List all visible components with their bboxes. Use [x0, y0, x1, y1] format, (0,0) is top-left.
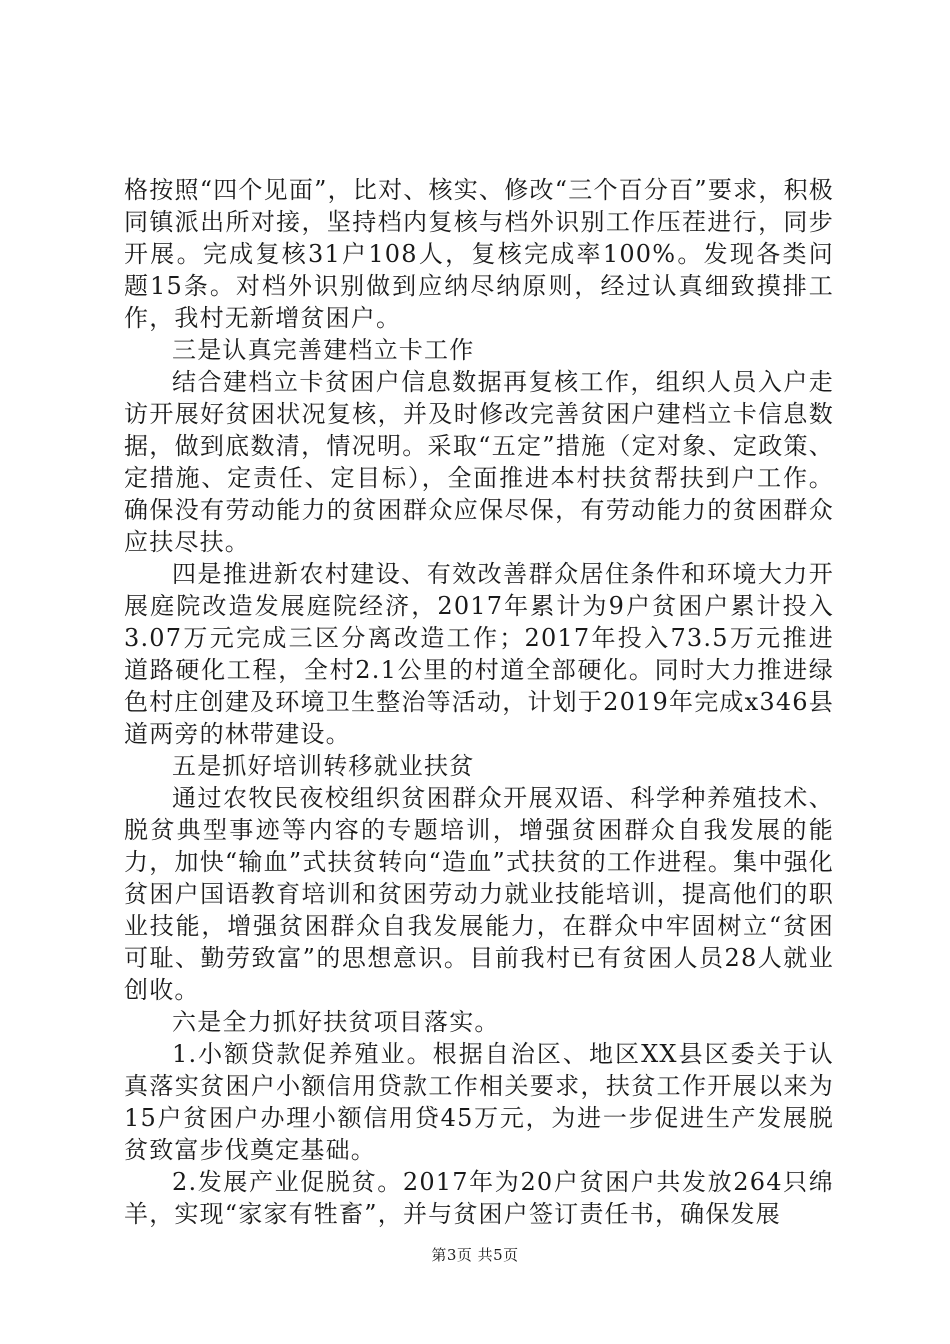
paragraph-archive-card: 结合建档立卡贫困户信息数据再复核工作，组织人员入户走访开展好贫困状况复核，并及时修改完善贫困户建档立卡信息数据，做到底数清，情况明。采取“五定”措施（定对象、定政策、定措施、定责任、定目标），全面推进本村扶贫帮扶到户工作。确保没有劳动能力的贫困群众应保尽保，有劳动能力的贫困群众应扶尽扶。 — [124, 368, 834, 556]
section-heading-5: 五是抓好培训转移就业扶贫 — [172, 752, 475, 780]
document-body — [124, 174, 834, 1230]
paragraph-continuation: 格按照“四个见面”，比对、核实、修改“三个百分百”要求，积极同镇派出所对接，坚持档内复核与档外识别工作压茬进行，同步开展。完成复核31户108人，复核完成率100%。发现各类问题15条。对档外识别做到应纳尽纳原则，经过认真细致摸排工作，我村无新增贫困户。 — [124, 176, 834, 332]
section-heading-3: 三是认真完善建档立卡工作 — [172, 336, 475, 364]
paragraph-training: 通过农牧民夜校组织贫困群众开展双语、科学种养殖技术、脱贫典型事迹等内容的专题培训，增强贫困群众自我发展的能力，加快“输血”式扶贫转向“造血”式扶贫的工作进程。集中强化贫困户国语教育培训和贫困劳动力就业技能培训，提高他们的职业技能，增强贫困群众自我发展能力，在群众中牢固树立“贫困可耻、勤劳致富”的思想意识。目前我村已有贫困人员28人就业创收。 — [124, 784, 834, 1004]
section-heading-6: 六是全力抓好扶贫项目落实。 — [172, 1008, 500, 1036]
paragraph-industry: 2.发展产业促脱贫。2017年为20户贫困户共发放264只绵羊，实现“家家有牲畜”，并与贫困户签订责任书，确保发展 — [124, 1168, 834, 1228]
page-number-footer: 第3页 共5页 — [431, 1246, 519, 1264]
paragraph-rural-construction: 四是推进新农村建设、有效改善群众居住条件和环境大力开展庭院改造发展庭院经济，2017年累计为9户贫困户累计投入3.07万元完成三区分离改造工作；2017年投入73.5万元推进道路硬化工程，全村2.1公里的村道全部硬化。同时大力推进绿色村庄创建及环境卫生整治等活动，计划于2019年完成x346县道两旁的林带建设。 — [124, 560, 834, 748]
paragraph-microloan: 1.小额贷款促养殖业。根据自治区、地区XX县区委关于认真落实贫困户小额信用贷款工作相关要求，扶贫工作开展以来为15户贫困户办理小额信用贷45万元，为进一步促进生产发展脱贫致富步伐奠定基础。 — [124, 1040, 834, 1164]
